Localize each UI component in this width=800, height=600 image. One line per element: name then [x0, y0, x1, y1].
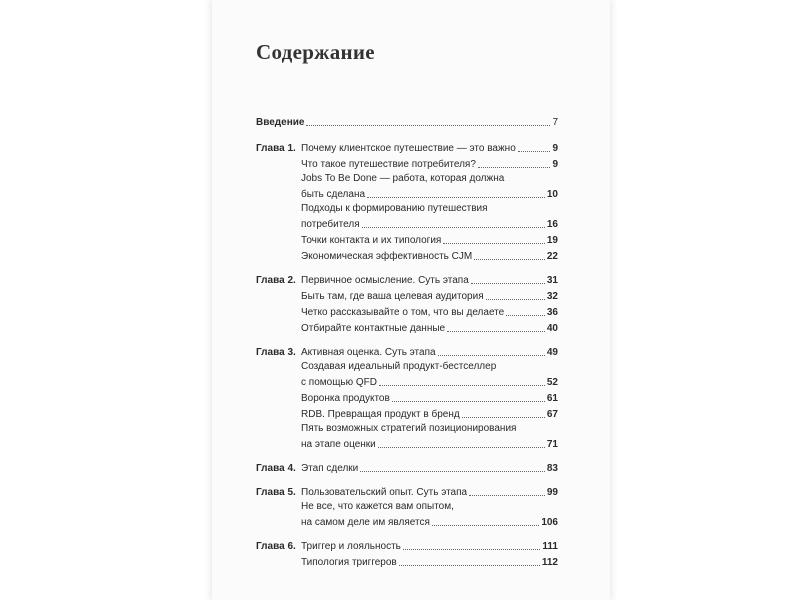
toc-entry	[301, 291, 558, 303]
toc-entry	[301, 143, 558, 155]
toc-row	[256, 247, 558, 263]
page-number: 49	[546, 347, 558, 358]
entry-title: потребителя	[301, 219, 360, 230]
toc-row	[256, 343, 558, 359]
toc-row	[256, 215, 558, 231]
toc-chapter-group	[256, 271, 558, 335]
page-number: 99	[546, 487, 558, 498]
page-number: 9	[552, 143, 558, 154]
toc-row	[256, 319, 558, 335]
toc-entry	[301, 251, 558, 263]
leader-dots	[471, 283, 545, 284]
page-number: 61	[546, 393, 558, 404]
toc-entry	[301, 393, 558, 405]
toc-row	[256, 359, 558, 373]
toc-row	[256, 483, 558, 499]
entry-title: Триггер и лояльность	[301, 541, 401, 552]
toc-row	[256, 303, 558, 319]
chapter-label: Глава 6.	[256, 541, 296, 552]
entry-title: Экономическая эффективность CJM	[301, 251, 473, 262]
toc-row	[256, 405, 558, 421]
toc-entry	[301, 275, 558, 287]
chapter-label: Глава 2.	[256, 275, 296, 286]
chapter-label: Глава 5.	[256, 487, 296, 498]
entry-title: Подходы к формированию путешествия	[301, 203, 488, 214]
page-number: 111	[542, 541, 558, 552]
entry-title: Пользовательский опыт. Суть этапа	[301, 487, 468, 498]
toc-entry	[301, 307, 558, 319]
leader-dots	[469, 495, 545, 496]
entry-title: Типология триггеров	[301, 557, 397, 568]
toc-row	[256, 499, 558, 513]
leader-dots	[379, 385, 545, 386]
leader-dots	[438, 355, 545, 356]
toc-entry	[301, 409, 558, 421]
entry-title: Отбирайте контактные данные	[301, 323, 446, 334]
page-number: 83	[546, 463, 558, 474]
toc-entry	[301, 159, 558, 171]
leader-dots	[399, 565, 540, 566]
page-number: 16	[546, 219, 558, 230]
toc-row	[256, 553, 558, 569]
chapter-label: Глава 1.	[256, 143, 296, 154]
page-number: 22	[546, 251, 558, 262]
toc-intro	[256, 113, 558, 129]
entry-title: Не все, что кажется вам опытом,	[301, 501, 454, 512]
toc-entry	[256, 117, 558, 129]
toc-row	[256, 113, 558, 129]
leader-dots	[360, 471, 545, 472]
table-of-contents	[256, 113, 558, 577]
entry-title: Первичное осмысление. Суть этапа	[301, 275, 469, 286]
toc-row	[256, 435, 558, 451]
page-number: 52	[546, 377, 558, 388]
page-number: 10	[546, 189, 558, 200]
toc-row	[256, 185, 558, 201]
leader-dots	[478, 167, 551, 168]
toc-row	[256, 271, 558, 287]
toc-chapter-group	[256, 537, 558, 569]
toc-entry	[301, 347, 558, 359]
leader-dots	[306, 125, 550, 126]
page-number: 31	[546, 275, 558, 286]
page-number: 32	[546, 291, 558, 302]
toc-entry	[301, 235, 558, 247]
toc-entry	[301, 423, 558, 435]
toc-entry	[301, 439, 558, 451]
page-number: 7	[552, 117, 558, 128]
toc-entry	[301, 557, 558, 569]
entry-title: Четко рассказывайте о том, что вы делаете	[301, 307, 505, 318]
entry-title: Быть там, где ваша целевая аудитория	[301, 291, 484, 302]
toc-entry	[301, 203, 558, 215]
toc-entry	[301, 517, 558, 529]
toc-row	[256, 139, 558, 155]
leader-dots	[367, 197, 545, 198]
toc-row	[256, 171, 558, 185]
page-number: 19	[546, 235, 558, 246]
toc-chapter-group	[256, 483, 558, 529]
entry-title: Активная оценка. Суть этапа	[301, 347, 436, 358]
entry-title: Точки контакта и их типология	[301, 235, 442, 246]
leader-dots	[378, 447, 545, 448]
entry-title: Этап сделки	[301, 463, 359, 474]
entry-title: Почему клиентское путешествие — это важно	[301, 143, 516, 154]
toc-row	[256, 421, 558, 435]
toc-entry	[301, 541, 558, 553]
toc-row	[256, 201, 558, 215]
page-number: 36	[546, 307, 558, 318]
intro-label: Введение	[256, 117, 305, 128]
toc-row	[256, 513, 558, 529]
entry-title: с помощью QFD	[301, 377, 378, 388]
chapter-label: Глава 4.	[256, 463, 296, 474]
leader-dots	[447, 331, 545, 332]
leader-dots	[462, 417, 545, 418]
toc-entry	[301, 323, 558, 335]
leader-dots	[392, 401, 545, 402]
toc-chapters	[256, 139, 558, 569]
toc-row	[256, 155, 558, 171]
toc-chapter-group	[256, 343, 558, 451]
toc-entry	[301, 487, 558, 499]
toc-row	[256, 231, 558, 247]
leader-dots	[486, 299, 545, 300]
leader-dots	[443, 243, 545, 244]
toc-row	[256, 537, 558, 553]
leader-dots	[474, 259, 545, 260]
entry-title: Что такое путешествие потребителя?	[301, 159, 476, 170]
entry-title: Создавая идеальный продукт-бестселлер	[301, 361, 497, 372]
leader-dots	[403, 549, 541, 550]
toc-entry	[301, 501, 558, 513]
leader-dots	[362, 227, 545, 228]
entry-title: на самом деле им является	[301, 517, 430, 528]
leader-dots	[432, 525, 539, 526]
toc-row	[256, 373, 558, 389]
entry-title: RDB. Превращая продукт в бренд	[301, 409, 460, 420]
entry-title: Jobs To Be Done — работа, которая должна	[301, 173, 505, 184]
toc-entry	[301, 173, 558, 185]
toc-entry	[301, 377, 558, 389]
toc-row	[256, 459, 558, 475]
entry-title: Воронка продуктов	[301, 393, 390, 404]
toc-row	[256, 389, 558, 405]
toc-entry	[301, 219, 558, 231]
page-number: 71	[546, 439, 558, 450]
leader-dots	[506, 315, 545, 316]
page-number: 67	[546, 409, 558, 420]
page-number: 112	[541, 557, 558, 568]
page-number: 9	[552, 159, 558, 170]
toc-entry	[301, 361, 558, 373]
page-title: Содержание	[256, 40, 375, 64]
toc-chapter-group	[256, 139, 558, 263]
toc-entry	[301, 189, 558, 201]
leader-dots	[518, 151, 551, 152]
toc-chapter-group	[256, 459, 558, 475]
entry-title: Пять возможных стратегий позиционирования	[301, 423, 517, 434]
toc-row	[256, 287, 558, 303]
page-number: 106	[541, 517, 558, 528]
entry-title: на этапе оценки	[301, 439, 376, 450]
toc-entry	[301, 463, 558, 475]
chapter-label: Глава 3.	[256, 347, 296, 358]
entry-title: быть сделана	[301, 189, 366, 200]
page-number: 40	[546, 323, 558, 334]
